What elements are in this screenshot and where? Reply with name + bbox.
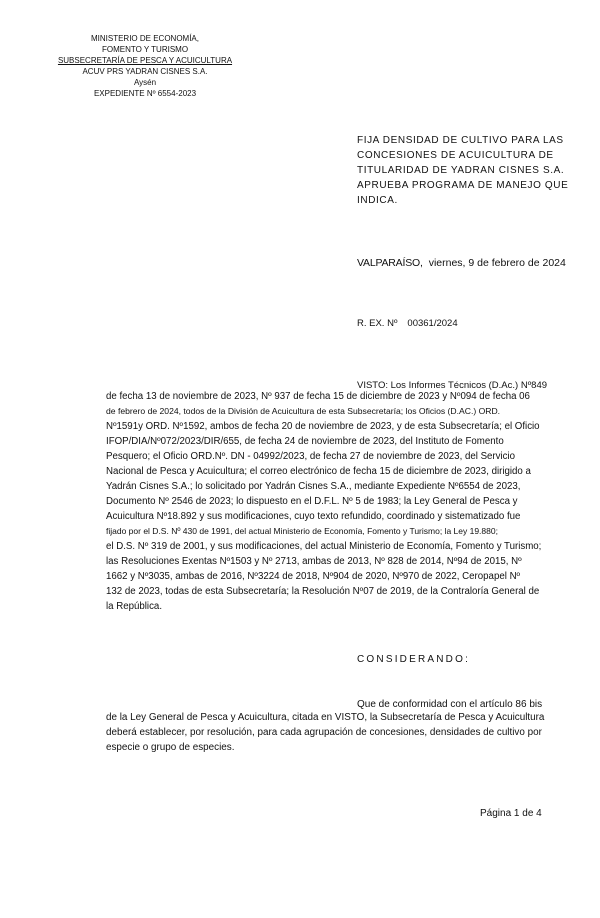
que-line: especie o grupo de especies. <box>106 742 235 753</box>
visto-line: IFOP/DIA/Nº072/2023/DIR/655, de fecha 24 de noviembre de 2023, del Instituto de Fomento <box>106 436 504 447</box>
visto-line: Nº1591y ORD. Nº1592, ambos de fecha 20 de noviembre de 2023, y de esta Subsecretaría; el Oficio <box>106 421 540 432</box>
visto-paragraph <box>106 389 546 614</box>
ministry-header <box>55 33 235 99</box>
que-line: deberá establecer, por resolución, para cada agrupación de concesiones, densidades de cultivo por <box>106 727 542 738</box>
resolution-label: R. EX. Nº <box>357 318 398 329</box>
visto-line: Yadrán Cisnes S.A.; lo solicitado por Yadrán Cisnes S.A., mediante Expediente Nº6554 de 2023, <box>106 481 521 492</box>
header-line-subsecretaria: SUBSECRETARÍA DE PESCA Y ACUICULTURA <box>57 56 233 65</box>
que-heading: Que de conformidad con el artículo 86 bis <box>357 699 543 710</box>
place-city: VALPARAÍSO, <box>357 257 423 269</box>
page-counter: Página 1 de 4 <box>480 808 542 819</box>
que-line: de la Ley General de Pesca y Acuicultura, citada en VISTO, la Subsecretaría de Pesca y Acuicultura <box>106 712 545 723</box>
visto-heading: VISTO: Los Informes Técnicos (D.Ac.) Nº849 <box>357 380 548 391</box>
visto-line: el D.S. Nº 319 de 2001, y sus modificaciones, del actual Ministerio de Economía, Fomento y Turismo; <box>106 541 542 552</box>
visto-line: de fecha 13 de noviembre de 2023, Nº 937 de fecha 15 de diciembre de 2023 y Nº094 de fecha 06 <box>106 391 530 402</box>
document-date: viernes, 9 de febrero de 2024 <box>428 257 566 269</box>
visto-line: Nacional de Pesca y Acuicultura; el correo electrónico de fecha 15 de diciembre de 2023, dirigido a <box>106 466 531 477</box>
resolution-value: 00361/2024 <box>407 318 458 329</box>
visto-line: 1662 y Nº3035, ambas de 2016, Nº3224 de 2018, Nº904 de 2020, Nº970 de 2022, Ceropapel Nº <box>106 571 521 582</box>
place-date <box>357 257 566 269</box>
title-line: TITULARIDAD DE YADRAN CISNES S.A. <box>357 165 565 176</box>
header-line-ministry: MINISTERIO DE ECONOMÍA, <box>90 34 199 43</box>
visto-line: fijado por el D.S. Nº 430 de 1991, del actual Ministerio de Economía, Fomento y Turismo; la Ley 19.880; <box>106 526 498 536</box>
title-line: INDICA. <box>357 195 398 206</box>
title-line: CONCESIONES DE ACUICULTURA DE <box>357 150 554 161</box>
resolution-number <box>357 318 458 329</box>
document-title <box>357 133 569 208</box>
considerando-heading: CONSIDERANDO: <box>357 654 471 665</box>
title-line: FIJA DENSIDAD DE CULTIVO PARA LAS <box>357 135 564 146</box>
visto-line: Pesquero; el Oficio ORD.Nº. DN - 04992/2023, de fecha 27 de noviembre de 2023, del Servicio <box>106 451 516 462</box>
visto-line: Documento Nº 2546 de 2023; lo dispuesto en el D.F.L. Nº 5 de 1983; la Ley General de Pesca y <box>106 496 518 507</box>
header-line-acuv: ACUV PRS YADRAN CISNES S.A. <box>82 67 208 76</box>
visto-line: las Resoluciones Exentas Nº1503 y Nº 2713, ambas de 2013, Nº 828 de 2014, Nº94 de 2015, Nº <box>106 556 522 567</box>
title-line: APRUEBA PROGRAMA DE MANEJO QUE <box>357 180 569 191</box>
header-line-expediente: EXPEDIENTE Nº 6554-2023 <box>93 89 197 98</box>
visto-line: Acuicultura Nº18.892 y sus modificaciones, cuyo texto refundido, coordinado y sistematizado fue <box>106 511 521 522</box>
header-line-region: Aysén <box>133 78 157 87</box>
visto-line: 132 de 2023, todas de esta Subsecretaría; la Resolución Nº07 de 2019, de la Contraloría General de <box>106 586 540 597</box>
visto-line: de febrero de 2024, todos de la División de Acuicultura de esta Subsecretaría; los Oficios (D.AC.) ORD. <box>106 406 501 416</box>
que-paragraph <box>106 710 546 755</box>
visto-line: la República. <box>106 601 163 612</box>
header-line-fomento: FOMENTO Y TURISMO <box>101 45 189 54</box>
